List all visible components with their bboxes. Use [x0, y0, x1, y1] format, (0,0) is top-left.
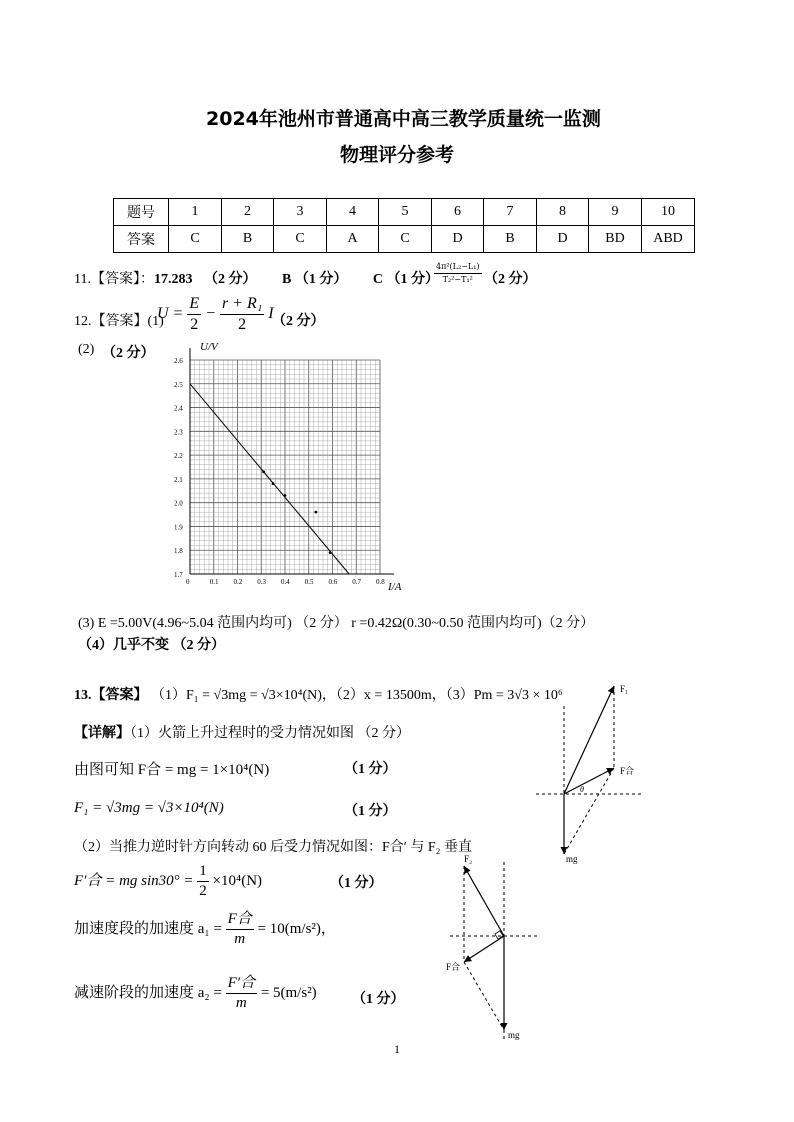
q13-eq2-score: （1 分） [344, 804, 397, 819]
f1-arrow [564, 686, 614, 794]
q13-eq4-text: 加速度段的加速度 a₁ = [74, 920, 222, 937]
x-tick-label: 0.3 [257, 578, 266, 586]
y-tick-label: 2.3 [174, 428, 183, 437]
q13-eq3-tail: ×10⁴(N) [212, 872, 263, 889]
q13-answer-text: （1）F₁ = √3mg = √3×10⁴(N)，（2）x = 13500m，（3）Pm = 3√3 × 10⁶ [151, 688, 563, 703]
chart-grid [190, 348, 394, 574]
y-tick-label: 1.9 [174, 523, 183, 532]
table-cell: BD [589, 226, 642, 253]
force-diagram-1 [534, 676, 644, 866]
fhe-arrow [564, 768, 614, 794]
q13-eq4-num: F合 [226, 912, 254, 930]
table-cell: C [169, 226, 222, 253]
table-cell: B [484, 226, 537, 253]
fhe-label: F合 [446, 962, 461, 972]
q12-eq-f2-num: r + R₁ [220, 296, 264, 315]
q11-line [74, 268, 439, 288]
y-tick-label: 2.1 [174, 475, 183, 484]
q13-eq2: F₁ = √3mg = √3×10⁴(N) [74, 800, 224, 816]
x-tick-label: 0.7 [352, 578, 361, 586]
q13-eq4-den: m [234, 931, 246, 947]
table-cell: B [222, 226, 274, 253]
q13-eq3-score: （1 分） [330, 876, 383, 891]
q13-detail-label: 【详解】 [74, 726, 130, 741]
q13-eq5-tail: = 5(m/s²) [260, 984, 317, 1001]
chart-y-label: U/V [200, 341, 218, 353]
q13-label: 13.【答案】 [74, 688, 148, 703]
u-i-chart [160, 338, 420, 594]
q12-part2-score: （2 分） [102, 346, 155, 361]
q13-eq4 [74, 912, 336, 947]
q13-eq5-num: F′合 [226, 976, 257, 994]
q12-eq-f1-num: E [187, 296, 201, 315]
x-tick-label: 0.8 [376, 578, 385, 586]
f2-label: F₂ [464, 854, 473, 864]
fhe-label: F合 [620, 766, 635, 776]
table-cell: A [327, 226, 379, 253]
q12-part2-label: (2) [78, 342, 95, 357]
x-tick-label: 0.5 [304, 578, 314, 586]
q11-score2: （1 分） [294, 272, 348, 287]
table-cell: 9 [589, 199, 642, 226]
mg-label: mg [566, 854, 578, 864]
f2-arrow [464, 866, 504, 936]
q11-value3: C [372, 272, 383, 287]
fhe-arrow [464, 936, 504, 962]
y-tick-label: 2.4 [174, 404, 183, 413]
page-number: 1 [394, 1042, 400, 1056]
table-cell: 6 [432, 199, 484, 226]
x-tick-label: 0.4 [281, 578, 290, 586]
table-cell: 10 [642, 199, 695, 226]
q13-eq1-score: （1 分） [344, 762, 397, 777]
q12-score1: （2 分） [272, 314, 325, 329]
page-title: 2024年池州市普通高中高三教学质量统一监测 [206, 108, 601, 130]
table-row-answers [114, 226, 695, 253]
table-cell: 2 [222, 199, 274, 226]
data-point [284, 494, 287, 497]
table-cell: ABD [642, 226, 695, 253]
q13-eq3-num: 1 [197, 864, 209, 882]
table-cell: 3 [274, 199, 327, 226]
data-point [262, 470, 265, 473]
q11-value1: 17.283 [153, 272, 193, 287]
q11-formula [434, 263, 482, 284]
q12-eq-f2-den: 2 [238, 316, 247, 333]
q11-label: 11.【答案】： [74, 272, 154, 287]
q13-eq5-score: （1 分） [352, 992, 405, 1007]
q11-score1: （2 分） [203, 272, 257, 287]
q12-part4: （4）几乎不变 （2 分） [78, 638, 225, 653]
q11-score4: （2 分） [484, 272, 537, 287]
table-cell: C [274, 226, 327, 253]
chart-x-label: I/A [388, 581, 402, 593]
x-tick-label: 0.6 [328, 578, 338, 586]
y-tick-label: 2.2 [174, 452, 183, 461]
q11-formula-denominator: T₂²−T₁² [442, 275, 473, 284]
dashed-diag [464, 962, 504, 1030]
table-cell: 5 [379, 199, 432, 226]
q13-eq3-den: 2 [199, 883, 207, 899]
q13-detail1-line [74, 722, 410, 742]
q13-detail2: （2）当推力逆时针方向转动 60 后受力情况如图：F合′ 与 F₂ 垂直 [74, 840, 473, 855]
y-tick-label: 1.7 [174, 571, 183, 579]
data-point [314, 511, 317, 514]
answer-table [113, 198, 695, 253]
q12-eq-f1-den: 2 [190, 316, 199, 333]
table-cell: 7 [484, 199, 537, 226]
y-tick-label: 2.6 [174, 357, 183, 365]
table-header-cell: 答案 [114, 226, 169, 253]
q12-eq-minus: − [205, 305, 216, 323]
table-header-cell: 题号 [114, 199, 169, 226]
angle-label: θ [580, 785, 584, 794]
y-tick-label: 1.8 [174, 547, 183, 556]
q12-label: 12.【答案】(1) [74, 314, 164, 329]
page-subtitle: 物理评分参考 [340, 144, 455, 166]
q13-answer-line [74, 684, 563, 704]
table-cell: D [537, 226, 589, 253]
q13-eq3-lhs: F′合 = mg sin30° = [74, 872, 194, 889]
f1-label: F₁ [620, 684, 629, 694]
q13-eq1: 由图可知 F合 = mg = 1×10⁴(N) [74, 762, 270, 778]
table-cell: 8 [537, 199, 589, 226]
q13-eq4-tail: = 10(m/s²)， [257, 920, 336, 937]
x-tick-label: 0.1 [209, 578, 219, 586]
table-cell: C [379, 226, 432, 253]
mg-label: mg [508, 1030, 520, 1040]
chart-ticks [174, 357, 385, 586]
q11-formula-numerator: 4π²(L₂−L₁) [434, 263, 482, 274]
table-cell: 1 [169, 199, 222, 226]
table-row-numbers [114, 199, 695, 226]
q12-eq-tail: I [268, 305, 274, 323]
q13-eq5 [74, 976, 317, 1011]
y-tick-label: 2.5 [174, 380, 183, 389]
q12-part3: (3) E =5.00V(4.96~5.04 范围内均可) （2 分） r =0.42Ω(0.30~0.50 范围内均可)（2 分） [78, 616, 595, 631]
table-cell: 4 [327, 199, 379, 226]
force-diagram-2 [444, 852, 544, 1048]
q13-eq5-den: m [235, 995, 247, 1011]
data-point [329, 551, 332, 554]
q11-score3: （1 分） [386, 272, 439, 287]
q11-value2: B [281, 272, 292, 287]
x-tick-label: 0.2 [233, 578, 243, 586]
data-point [272, 482, 275, 485]
q13-eq3 [74, 864, 262, 899]
x-tick-label: 0 [186, 578, 190, 586]
q13-detail1: （1）火箭上升过程时的受力情况如图 （2 分） [130, 726, 410, 741]
q12-eq-lhs: U = [157, 305, 184, 323]
q12-equation [157, 296, 274, 333]
q13-eq5-text: 减速阶段的加速度 a₂ = [74, 984, 222, 1001]
table-cell: D [432, 226, 484, 253]
y-tick-label: 2.0 [174, 499, 183, 508]
